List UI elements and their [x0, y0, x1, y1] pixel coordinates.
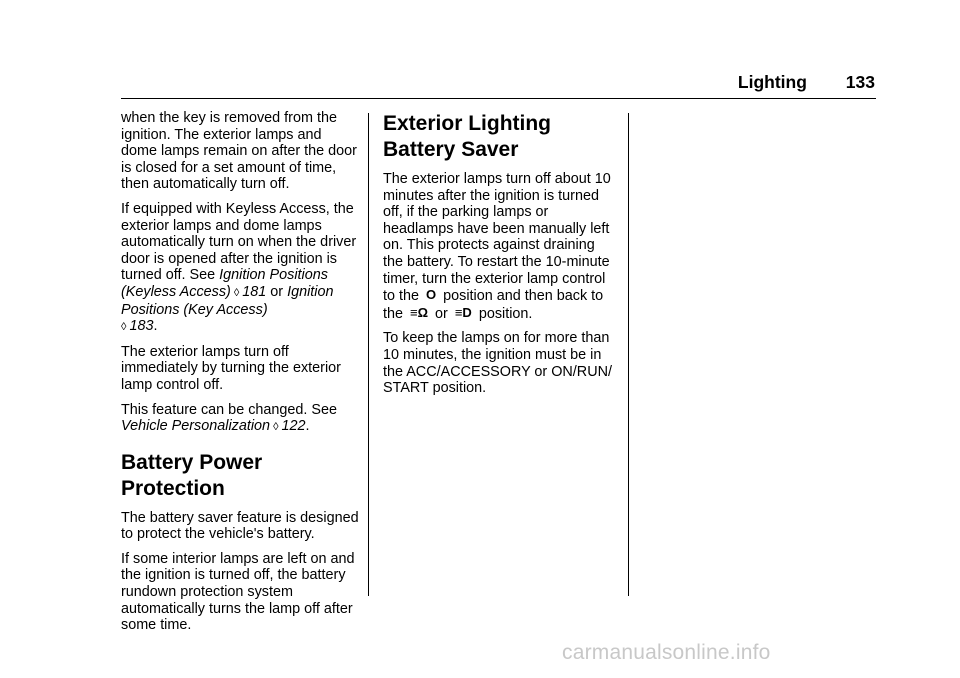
page-header	[738, 72, 875, 93]
section-heading: Exterior Lighting Battery Saver	[383, 112, 551, 161]
paragraph: This feature can be changed. See Vehicle Personalization ◊ 122.	[121, 401, 338, 435]
page-number: 133	[845, 72, 875, 92]
paragraph: To keep the lamps on for more than 10 minutes, the ignition must be in the ACC/ACCESSORY or ON/RUN/ START position.	[383, 330, 612, 397]
left-column	[121, 110, 361, 642]
paragraph: If equipped with Keyless Access, the exterior lamps and dome lamps automatically turn on when the driver door is opened after the ignition is turned off. See Ignition Positions (Keyless Access) ◊ 181 or Ignition Positions (Key Access) ◊ 183.	[121, 200, 357, 335]
paragraph: The exterior lamps turn off immediately by turning the exterior lamp control off.	[121, 343, 341, 393]
column-divider-right	[628, 113, 629, 596]
page-reference-icon: ◊	[233, 286, 240, 299]
paragraph: when the key is removed from the ignition. The exterior lamps and dome lamps remain on after the door is closed for a set amount of time, then automatically turn off.	[121, 110, 357, 193]
paragraph: The exterior lamps turn off about 10 minutes after the ignition is turned off, if the parking lamps or headlamps have been manually left on. This protects against draining the battery. To restart the 10-minute timer, turn the exterior lamp control to the O position and then back to the ≡Ω or ≡D position.	[383, 171, 611, 322]
watermark: carmanualsonline.info	[562, 641, 771, 664]
section-heading: Battery Power Protection	[121, 450, 263, 500]
headlamps-icon: ≡D	[454, 304, 472, 320]
paragraph: The battery saver feature is designed to protect the vehicle's battery.	[121, 509, 359, 543]
page-ref[interactable]: 183	[129, 318, 154, 335]
link-vehicle-personalization[interactable]: Vehicle Personalization	[121, 418, 271, 435]
section-title: Lighting	[737, 72, 807, 92]
parking-lamps-icon: ≡Ω	[410, 304, 429, 320]
link-ignition-keyless[interactable]: Ignition Positions (Keyless Access)	[121, 267, 328, 300]
middle-column	[383, 110, 613, 405]
paragraph: If some interior lamps are left on and the ignition is turned off, the battery rundown protection system automatically turns the lamp off after some time.	[121, 550, 355, 634]
power-off-icon: O	[426, 287, 437, 303]
column-divider-left	[368, 113, 369, 596]
page-reference-icon: ◊	[121, 321, 127, 334]
link-ignition-key[interactable]: Ignition Positions (Key Access)	[121, 283, 334, 318]
page-ref[interactable]: 122	[281, 418, 306, 435]
header-divider	[121, 98, 876, 99]
page-ref[interactable]: 181	[242, 283, 267, 300]
page-reference-icon: ◊	[273, 421, 279, 434]
